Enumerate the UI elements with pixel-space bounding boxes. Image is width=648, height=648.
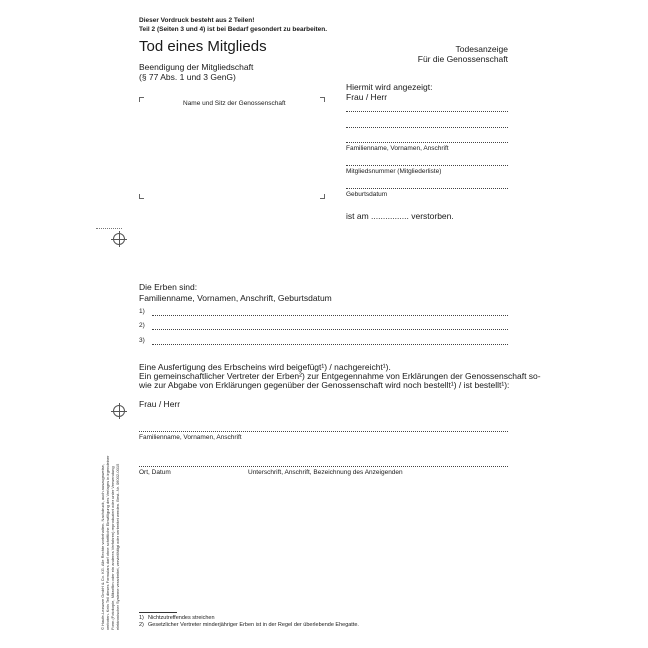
signature-label: Unterschrift, Anschrift, Bezeichnung des Anzeigenden [248,469,403,476]
heir-row-number: 3) [139,337,145,344]
form-subtitle: Beendigung der Mitgliedschaft [139,62,254,72]
place-date-label: Ort, Datum [139,469,171,476]
announcement-salutation: Frau / Herr [346,92,388,102]
address-box-corner-bl [139,194,144,199]
member-number-label: Mitgliedsnummer (Mitgliederliste) [346,168,442,175]
heirs-title: Die Erben sind: [139,282,198,292]
heirs-subtitle: Familienname, Vornamen, Anschrift, Geburtsdatum [139,293,332,303]
footnote-2-text: Gesetzlicher Vertreter minderjähriger Erben ist in der Regel der überlebende Ehegatte. [148,622,359,628]
address-box-corner-tl [139,97,144,102]
fold-mark [96,228,122,229]
form-type-label: Todesanzeige [455,44,508,54]
representative-name-line[interactable] [139,431,508,432]
birth-date-label: Geburtsdatum [346,191,388,198]
heir-line-2[interactable] [152,329,508,330]
deceased-name-label: Familienname, Vornamen, Anschrift [346,145,449,152]
address-box-label: Name und Sitz der Genossenschaft [183,100,286,107]
form-notice-line2: Teil 2 (Seiten 3 und 4) ist bei Bedarf gesondert zu bearbeiten. [139,26,328,33]
deceased-name-line-2[interactable] [346,127,508,128]
death-date-suffix: verstorben. [411,211,454,221]
announcement-intro: Hiermit wird angezeigt: [346,82,433,92]
death-date-sentence [346,211,454,221]
copyright-notice: © Haufe-Lexware GmbH & Co. KG. Alle Rechte vorbehalten. Nachdruck, auch auszugsweise, verboten. Kein Teil dieses Formulars darf ohne schriftliche Einwilligung des Verlages in irgendeiner Form (Fotokopie, Mikrofilm oder ein anderes Verfahren) reproduziert oder unter Verwendung elektronischer Systeme verarbeitet, vervielfältigt oder verbreitet werden. Best.-Nr. 06002-0015 [100,455,120,630]
footnote-rule [139,612,177,613]
certificate-text-line3: wie zur Abgabe von Erklärungen gegenüber der Genossenschaft wird noch bestellt¹) / ist bestellt¹): [139,380,510,390]
footnote-2-mark: 2) [139,622,144,628]
member-number-line[interactable] [346,165,508,166]
deceased-name-line-3[interactable] [346,142,508,143]
representative-name-label: Familienname, Vornamen, Anschrift [139,434,242,441]
form-title: Tod eines Mitglieds [139,38,267,55]
heir-line-3[interactable] [152,344,508,345]
address-box-corner-br [320,194,325,199]
heir-row-number: 1) [139,308,145,315]
certificate-text-line1: Eine Ausfertigung des Erbscheins wird beigefügt¹) / nachgereicht¹). [139,362,391,372]
address-box-corner-tr [320,97,325,102]
representative-salutation: Frau / Herr [139,399,181,409]
death-date-prefix: ist am [346,211,369,221]
heir-line-1[interactable] [152,315,508,316]
signature-line[interactable] [139,466,508,467]
death-date-field[interactable]: ................ [371,211,409,221]
heir-row-number: 2) [139,322,145,329]
certificate-text-line2: Ein gemeinschaftlicher Vertreter der Erben²) zur Entgegennahme von Erklärungen der Genossenschaft so- [139,371,541,381]
deceased-name-line-1[interactable] [346,111,508,112]
footnote-1-mark: 1) [139,615,144,621]
birth-date-line[interactable] [346,188,508,189]
form-notice-line1: Dieser Vordruck besteht aus 2 Teilen! [139,17,255,24]
punch-hole-mark-lower [113,405,125,417]
footnote-1-text: Nichtzutreffendes streichen [148,615,215,621]
punch-hole-mark-upper [113,233,125,245]
form-law-reference: (§ 77 Abs. 1 und 3 GenG) [139,72,236,82]
form-recipient-label: Für die Genossenschaft [417,54,508,64]
